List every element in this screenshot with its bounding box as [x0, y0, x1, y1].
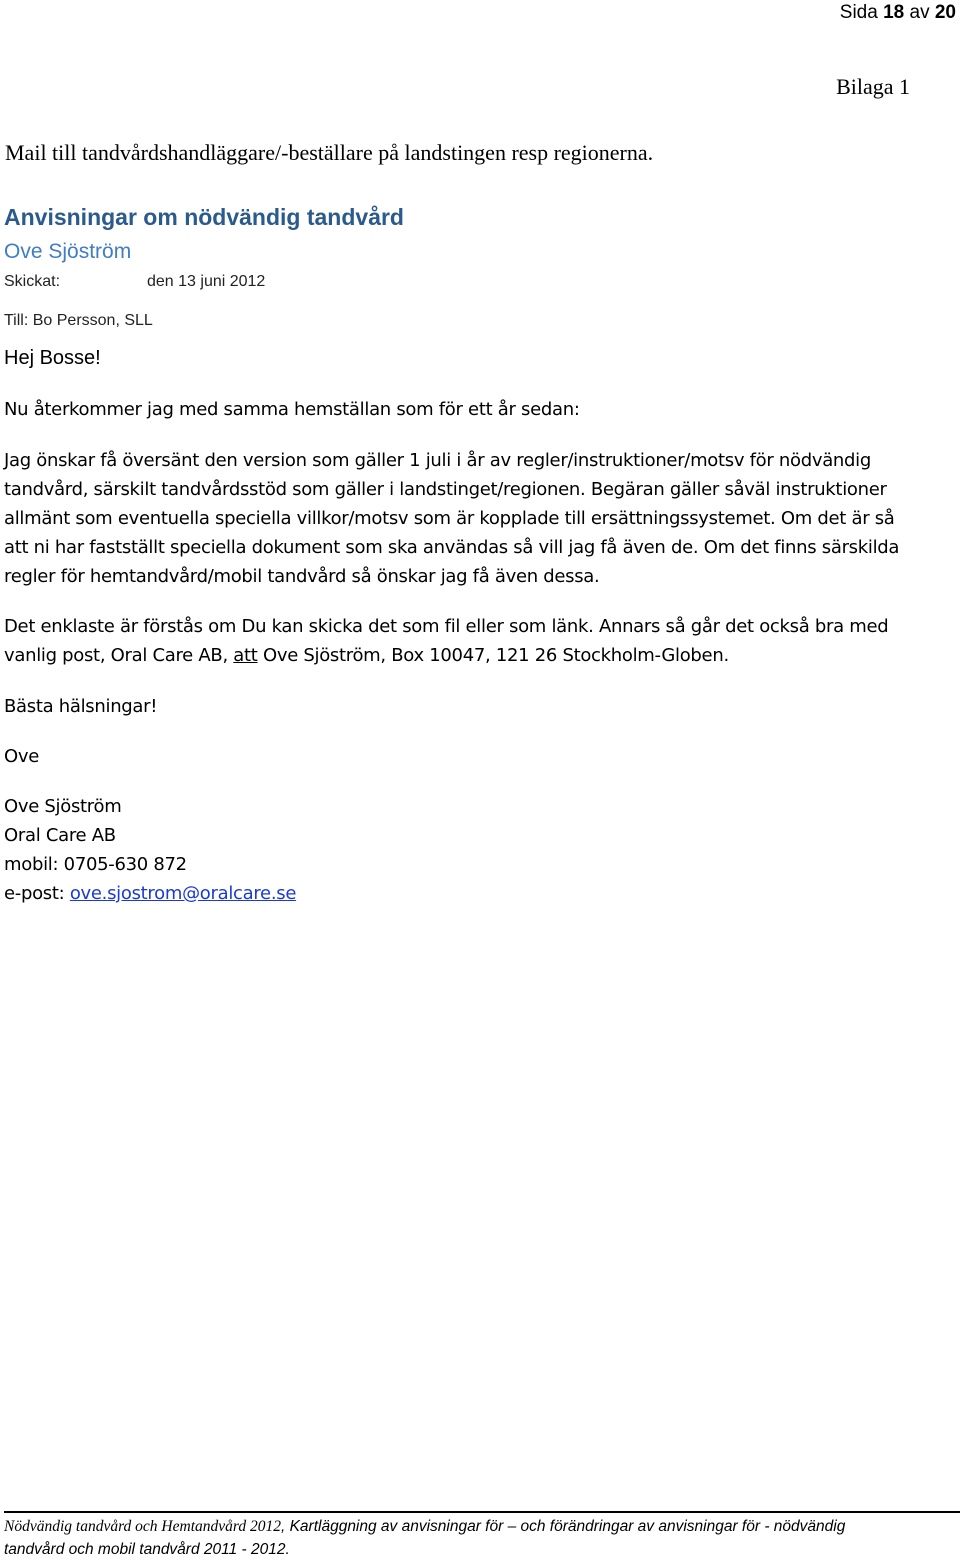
email-label: e-post:: [4, 883, 70, 904]
paragraph-3: [4, 612, 954, 670]
signature-email-line: [4, 879, 954, 908]
signature-block: [4, 792, 954, 908]
closing-text: Bästa hälsningar!: [4, 696, 158, 717]
page-footer: [4, 1515, 954, 1561]
closing-phrase: [4, 692, 954, 721]
page-separator: av: [909, 2, 930, 23]
att-underlined: att: [233, 645, 258, 666]
paragraph-2: [4, 446, 954, 591]
paragraph-line: [4, 641, 954, 670]
sent-date: den 13 juni 2012: [147, 273, 266, 290]
attachment-label: Bilaga 1: [836, 74, 910, 99]
page-prefix: Sida: [839, 2, 878, 23]
email-subject: Anvisningar om nödvändig tandvård: [4, 204, 404, 230]
paragraph-line: tandvård, särskilt tandvårdsstöd som gäller i landstinget/regionen. Begäran gäller såväl instruktioner: [4, 479, 887, 500]
footer-title: Nödvändig tandvård och Hemtandvård 2012: [4, 1518, 281, 1535]
email-recipient: Till: Bo Persson, SLL: [4, 312, 153, 329]
sign-off-text: Ove: [4, 746, 39, 767]
page-current: 18: [883, 2, 905, 23]
sent-label: Skickat:: [4, 273, 61, 290]
signature-name: Ove Sjöström: [4, 796, 122, 817]
page-number: [840, 2, 956, 24]
address-prefix: vanlig post, Oral Care AB,: [4, 645, 234, 666]
paragraph-line: Det enklaste är förstås om Du kan skicka det som fil eller som länk. Annars så går det också bra med: [4, 616, 889, 637]
paragraph-line: Nu återkommer jag med samma hemställan som för ett år sedan:: [4, 399, 580, 420]
paragraph-1: [4, 395, 954, 424]
email-link[interactable]: ove.sjostrom@oralcare.se: [69, 883, 297, 904]
footer-subtitle: , Kartläggning av anvisningar för – och förändringar av anvisningar för - nödvändig: [280, 1518, 846, 1535]
email-sender[interactable]: Ove Sjöström: [4, 240, 132, 263]
intro-text: Mail till tandvårdshandläggare/-beställare på landstingen resp regionerna.: [5, 140, 654, 165]
paragraph-line: att ni har fastställt speciella dokument som ska användas så vill jag få även de. Om det finns särskilda: [4, 537, 900, 558]
page-total: 20: [934, 2, 956, 23]
footer-line-1: [4, 1515, 954, 1538]
footer-line-2: tandvård och mobil tandvård 2011 - 2012.: [4, 1541, 290, 1558]
email-greeting: Hej Bosse!: [4, 347, 101, 369]
signature-mobile: mobil: 0705-630 872: [4, 854, 187, 875]
address-text: Ove Sjöström, Box 10047, 121 26 Stockholm-Globen.: [257, 645, 729, 666]
signature-company: Oral Care AB: [4, 825, 116, 846]
paragraph-line: regler för hemtandvård/mobil tandvård så önskar jag få även dessa.: [4, 566, 600, 587]
paragraph-line: allmänt som eventuella speciella villkor/motsv som är kopplade till ersättningssystemet. Om det är så: [4, 508, 895, 529]
paragraph-line: Jag önskar få översänt den version som gäller 1 juli i år av regler/instruktioner/motsv för nödvändig: [4, 450, 871, 471]
footer-divider: [4, 1511, 960, 1513]
sign-off: [4, 742, 954, 771]
